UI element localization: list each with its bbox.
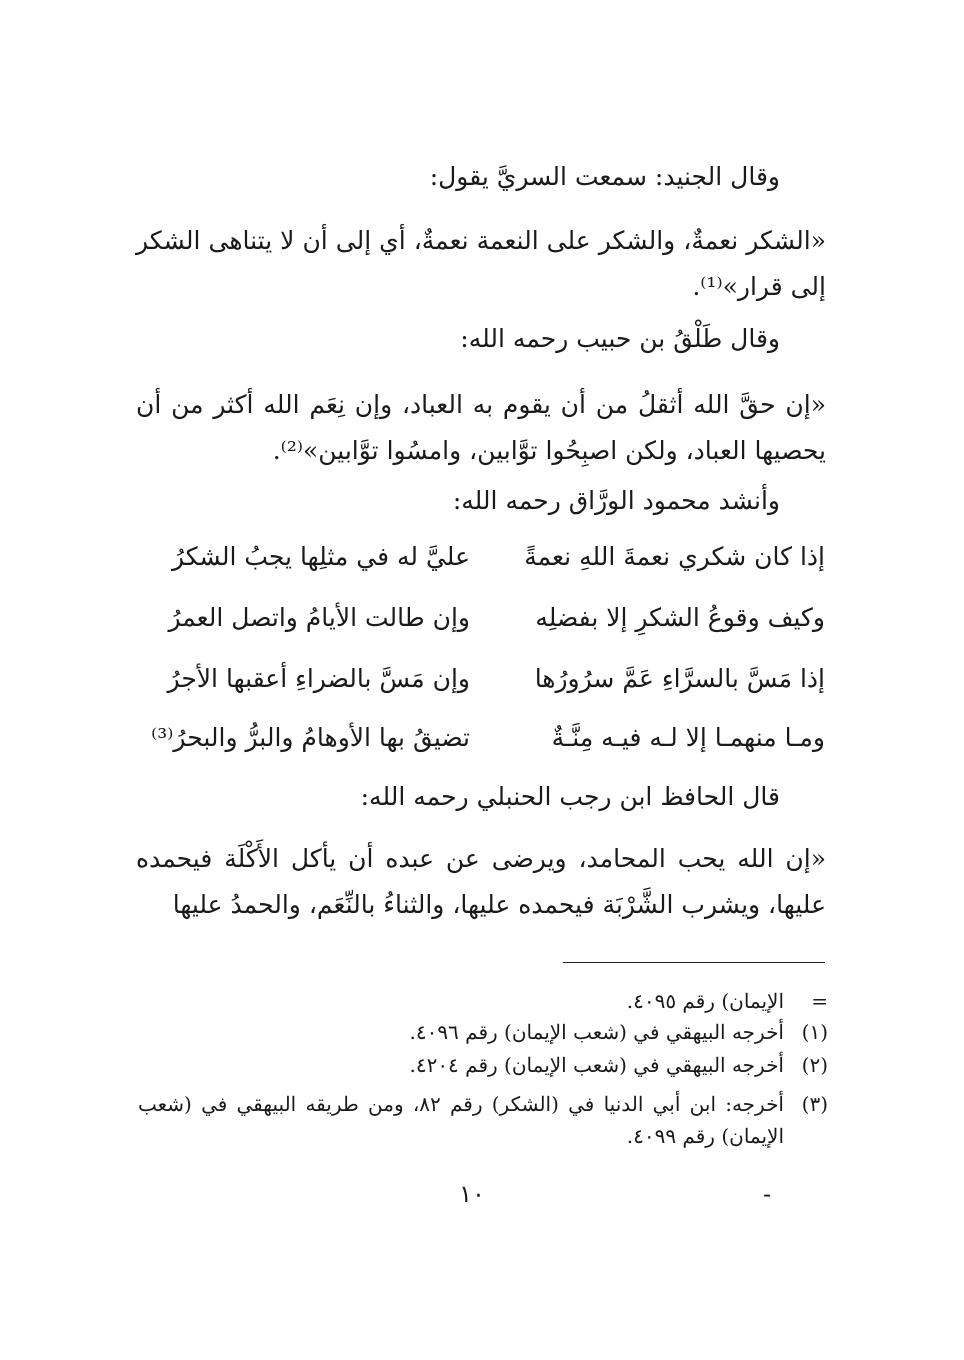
footnote-text: أخرجه: ابن أبي الدنيا في (الشكر) رقم ٨٢، ومن طريقه البيهقي في (شعب الإيمان) رقم ٤٠٩٩. [138, 1092, 784, 1148]
talq-quote: «إن حقَّ الله أثقلُ من أن يقوم به العباد، وإن نِعَم الله أكثر من أن يحصيها العباد، ولكن اصبِحُوا توَّابين، وامسُوا توَّابين»⁽²⁾. [136, 390, 826, 465]
junayd-quote: «الشكر نعمةٌ، والشكر على النعمة نعمةٌ، أي إلى أن لا يتناهى الشكر إلى قرار»⁽¹⁾. [136, 226, 826, 301]
talq-intro: وقال طَلْقُ بن حبيب رحمه الله: [460, 324, 780, 353]
verse-line [140, 537, 825, 577]
verse-first-hemistich: ومـا منهمـا إلا لـه فيـه مِنَّـةٌ [551, 723, 825, 752]
junayd-intro: وقال الجنيد: سمعت السريَّ يقول: [429, 162, 780, 191]
verse-line [140, 718, 825, 758]
ibn-rajab-intro: قال الحافظ ابن رجب الحنبلي رحمه الله: [360, 782, 780, 811]
continuation-mark: = [811, 989, 828, 1013]
verse-line [140, 598, 825, 638]
footnote-number: (٣) [801, 1092, 828, 1116]
ibn-rajab-quote: «إن الله يحب المحامد، ويرضى عن عبده أن يأكل الأَكْلَة فيحمده عليها، ويشرب الشَّرْبَة فيحمده عليها، والثناءُ بالنِّعَم، والحمدُ عليها [136, 844, 826, 919]
verse-second-hemistich: وإن طالت الأيامُ واتصل العمرُ [168, 603, 470, 632]
verse-first-hemistich: وكيف وقوعُ الشكرِ إلا بفضلِه [535, 603, 825, 632]
verse-first-hemistich: إذا كان شكري نعمةَ اللهِ نعمةً [524, 542, 825, 571]
verse-second-hemistich: عليَّ له في مثلِها يجبُ الشكرُ [171, 542, 470, 571]
footnote-3 [138, 1088, 828, 1158]
warraq-intro: وأنشد محمود الورَّاق رحمه الله: [452, 486, 780, 515]
footnote-number: (١) [801, 1020, 828, 1044]
verse-second-hemistich: وإن مَسَّ بالضراءِ أعقبها الأجرُ [167, 664, 470, 693]
footnote-separator [563, 962, 825, 963]
verse-second-hemistich: تضيقُ بها الأوهامُ والبرُّ والبحرُ⁽³⁾ [151, 723, 470, 752]
footnote-number: (٢) [801, 1053, 828, 1077]
verse-line [140, 659, 825, 699]
corner-mark: - [763, 1180, 772, 1208]
footnote-text: أخرجه البيهقي في (شعب الإيمان) رقم ٤٠٩٦. [409, 1020, 784, 1044]
footnote-text: الإيمان) رقم ٤٠٩٥. [626, 989, 784, 1013]
footnote-text: أخرجه البيهقي في (شعب الإيمان) رقم ٤٢٠٤. [409, 1053, 784, 1077]
verse-first-hemistich: إذا مَسَّ بالسرَّاءِ عَمَّ سرُورُها [534, 664, 825, 693]
page-number: ١٠ [459, 1180, 485, 1208]
